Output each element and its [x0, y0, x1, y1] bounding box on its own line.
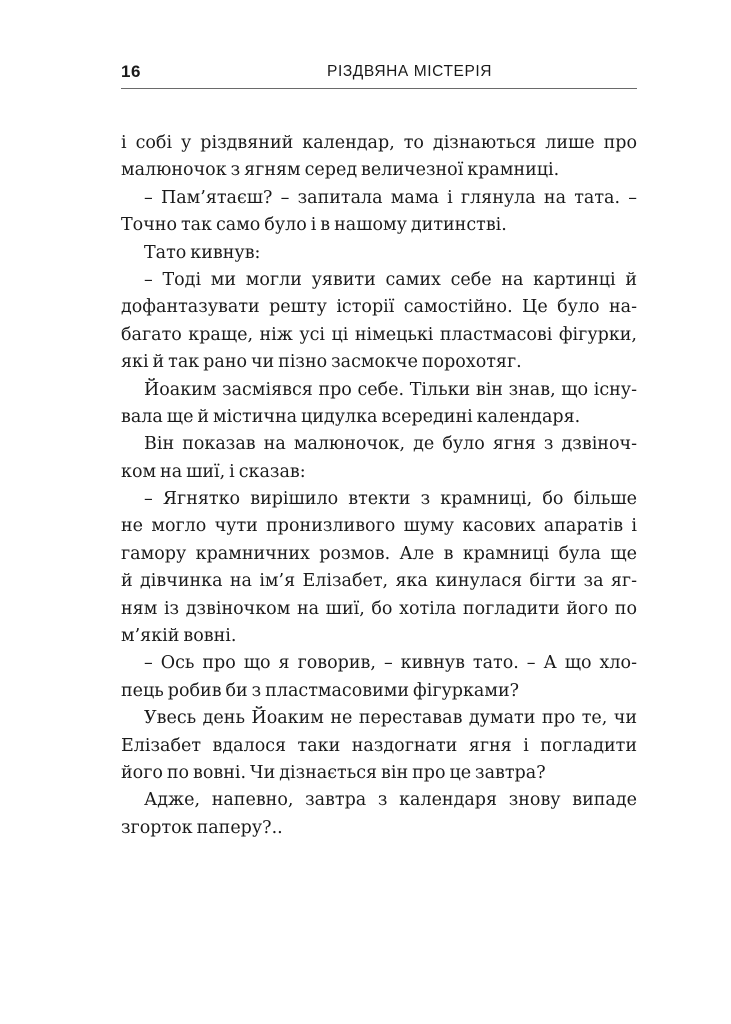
text-line: не могло чути пронизливого шуму касових апаратів і: [121, 516, 637, 537]
text-line: Тато кивнув:: [144, 242, 261, 263]
text-line: ком на шиї, і сказав:: [121, 461, 306, 482]
text-line: й дівчинка на ім’я Елізабет, яка кинулася бігти за яг-: [121, 571, 637, 592]
text-line: Елізабет вдалося таки наздогнати ягня і погладити: [121, 735, 637, 756]
text-line: – Ось про що я говорив, – кивнув тато. – А що хло-: [144, 653, 637, 674]
text-line: пець робив би з пластмасовими фігурками?: [121, 680, 520, 701]
text-line: гамору крамничних розмов. Але в крамниці була ще: [121, 543, 637, 564]
running-title: РІЗДВЯНА МІСТЕРІЯ: [327, 63, 493, 80]
text-line: Йоаким засміявся про себе. Тільки він знав, що існу-: [144, 379, 637, 400]
text-line: згорток паперу?..: [121, 817, 283, 838]
text-line: – Пам’ятаєш? – запитала мама і глянула на тата. –: [144, 187, 637, 208]
text-line: Він показав на малюночок, де було ягня з дзвіноч-: [144, 434, 637, 455]
text-line: – Ягнятко вирішило втекти з крамниці, бо більше: [144, 489, 637, 510]
text-line: які й так рано чи пізно засмокче порохотяг.: [121, 352, 522, 373]
text-line: м’якій вовні.: [121, 626, 237, 647]
text-line: його по вовні. Чи дізнається він про це завтра?: [121, 762, 546, 783]
text-line: Точно так само було і в нашому дитинстві.: [121, 215, 507, 236]
text-line: малюночок з ягням серед величезної крамниці.: [121, 160, 560, 181]
text-line: Увесь день Йоаким не переставав думати про те, чи: [144, 708, 637, 729]
body-text: [121, 130, 637, 842]
text-line: – Тоді ми могли уявити самих себе на картинці й: [144, 269, 637, 290]
text-line: вала ще й містична цидулка всередині календаря.: [121, 406, 581, 427]
text-line: ням із дзвіночком на шиї, бо хотіла погладити його по: [121, 598, 637, 619]
page-header: [121, 60, 637, 89]
text-line: і собі у різдвяний календар, то дізнаються лише про: [121, 133, 637, 153]
text-line: Адже, напевно, завтра з календаря знову випаде: [144, 790, 637, 811]
text-line: багато краще, ніж усі ці німецькі пластмасові фігурки,: [121, 324, 637, 345]
text-line: дофантазувати решту історії самостійно. Це було на-: [121, 297, 637, 318]
page-number: 16: [121, 62, 141, 81]
